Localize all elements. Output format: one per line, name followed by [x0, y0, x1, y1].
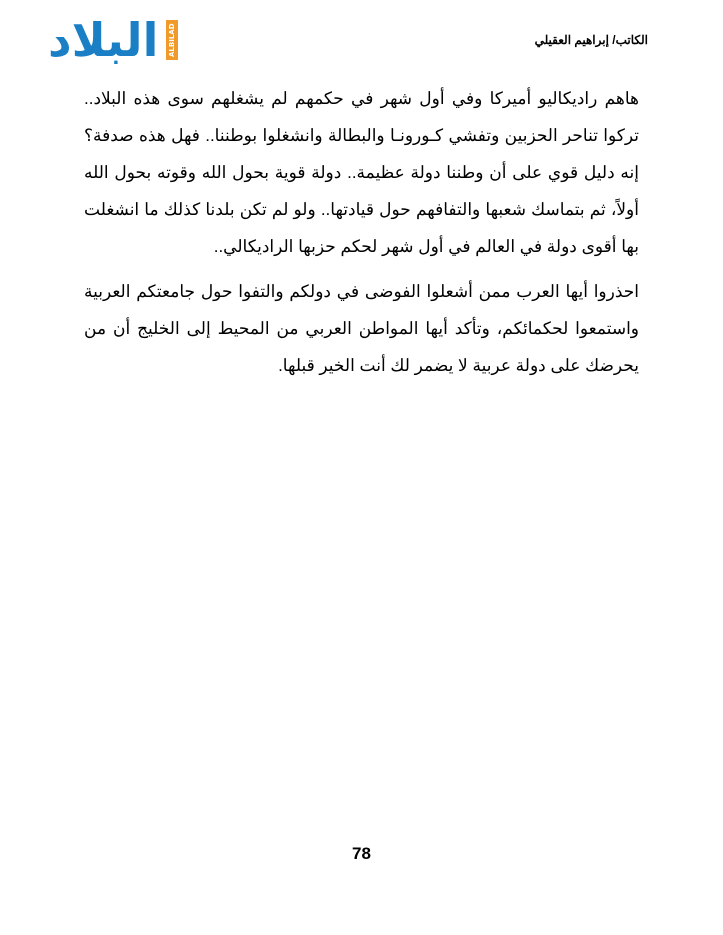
paragraph: هاهم راديكاليو أميركا وفي أول شهر في حكمهم لم يشغلهم سوى هذه البلاد.. تركوا تناحر الحزبين وتفشي كـورونـا والبطالة وانشغلوا بوطننا.. فهل هذه صدفة؟ إنه دليل قوي على أن وطننا دولة عظيمة.. دولة قوية بحول الله وقوته بحول الله أولاً، ثم بتماسك شعبها والتفافهم حول قيادتها.. ولو لم تكن بلدنا كذلك ما انشغلت بها أقوى دولة في العالم في أول شهر لحكم حزبها الراديكالي..: [84, 89, 639, 256]
logo-tag: ALBILAD TV: [166, 20, 178, 60]
article-body: [84, 80, 639, 392]
page-number: 78: [352, 844, 371, 863]
logo-wordmark: البلاد: [48, 13, 159, 67]
paragraph: احذروا أيها العرب ممن أشعلوا الفوضى في دولكم والتفوا حول جامعتكم العربية واستمعوا لحكمائكم، وتأكد أيها المواطن العربي من المحيط إلى الخليج أن من يحرضك على دولة عربية لا يضمر لك أنت الخير قبلها.: [84, 282, 639, 375]
author-line: الكاتب/ إبراهيم العقيلي: [534, 33, 648, 47]
publication-logo: [48, 13, 188, 67]
